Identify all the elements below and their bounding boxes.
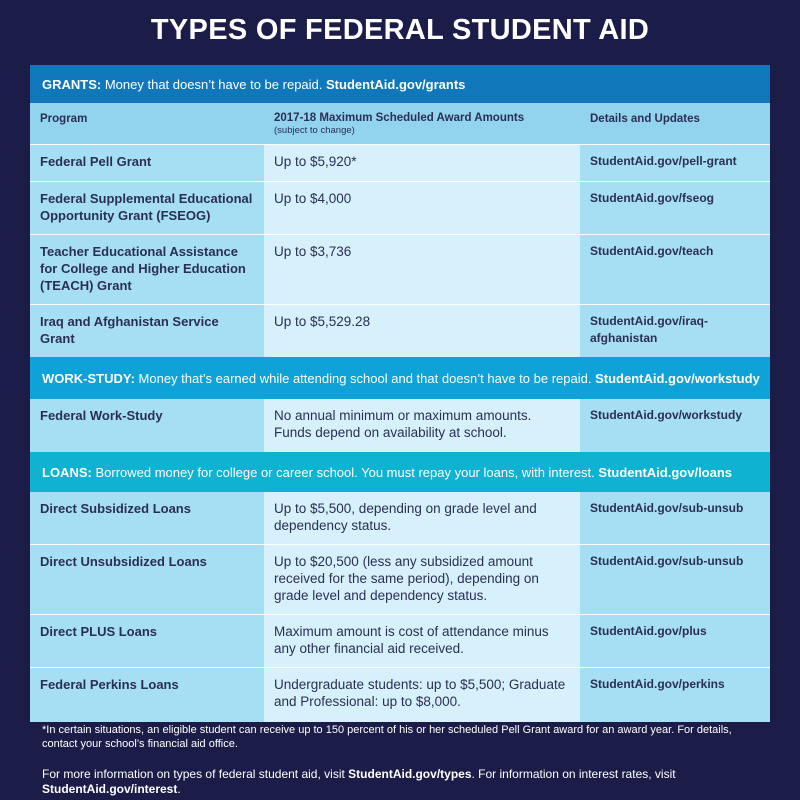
table-row	[30, 305, 770, 357]
workstudy-label: WORK-STUDY:	[42, 370, 135, 386]
table-row	[30, 235, 770, 305]
more-info-text-2: . For information on interest rates, visit	[471, 767, 676, 781]
header-amount-note: (subject to change)	[274, 125, 355, 136]
interest-link[interactable]: StudentAid.gov/interest	[42, 782, 178, 796]
grants-column-headers	[30, 103, 770, 145]
details-link[interactable]: StudentAid.gov/fseog	[580, 182, 770, 234]
program-name: Federal Work-Study	[30, 399, 264, 452]
more-info-text-1: For more information on types of federal student aid, visit	[42, 767, 345, 781]
award-amount: Undergraduate students: up to $5,500; Graduate and Professional: up to $8,000.	[264, 668, 580, 722]
grants-description: Money that doesn’t have to be repaid.	[104, 76, 323, 92]
table-row	[30, 492, 770, 545]
details-link[interactable]: StudentAid.gov/perkins	[580, 668, 770, 722]
table-row	[30, 545, 770, 615]
workstudy-section-header	[30, 357, 770, 399]
workstudy-description: Money that’s earned while attending school and that doesn’t have to be repaid.	[138, 370, 592, 386]
table-row	[30, 182, 770, 235]
award-amount: Up to $20,500 (less any subsidized amount received for the same period), depending on grade level and dependency status.	[264, 545, 580, 614]
grants-section-header	[30, 65, 770, 103]
details-link[interactable]: StudentAid.gov/pell-grant	[580, 145, 770, 181]
program-name: Federal Pell Grant	[30, 145, 264, 181]
award-amount: Up to $5,920*	[264, 145, 580, 181]
program-name: Direct Unsubsidized Loans	[30, 545, 264, 614]
award-amount: Up to $4,000	[264, 182, 580, 234]
details-link[interactable]: StudentAid.gov/sub-unsub	[580, 545, 770, 614]
details-link[interactable]: StudentAid.gov/workstudy	[580, 399, 770, 452]
program-name: Direct Subsidized Loans	[30, 492, 264, 544]
loans-description: Borrowed money for college or career school. You must repay your loans, with interest.	[95, 464, 595, 480]
grants-link[interactable]: StudentAid.gov/grants	[326, 76, 466, 92]
award-amount: Up to $5,529.28	[264, 305, 580, 357]
loans-label: LOANS:	[42, 464, 92, 480]
program-name: Teacher Educational Assistance for College and Higher Education (TEACH) Grant	[30, 235, 264, 304]
table-row	[30, 668, 770, 722]
header-amount	[264, 103, 580, 144]
details-link[interactable]: StudentAid.gov/sub-unsub	[580, 492, 770, 544]
header-amount-title: 2017-18 Maximum Scheduled Award Amounts	[274, 112, 525, 124]
page-title: TYPES OF FEDERAL STUDENT AID	[150, 14, 650, 46]
table-row	[30, 145, 770, 182]
award-amount: Maximum amount is cost of attendance minus any other financial aid received.	[264, 615, 580, 667]
more-info-line	[42, 767, 762, 797]
types-link[interactable]: StudentAid.gov/types	[348, 767, 472, 781]
table-row	[30, 615, 770, 668]
program-name: Iraq and Afghanistan Service Grant	[30, 305, 264, 357]
details-link[interactable]: StudentAid.gov/iraq-afghanistan	[580, 305, 770, 357]
award-amount: Up to $3,736	[264, 235, 580, 304]
program-name: Federal Perkins Loans	[30, 668, 264, 722]
more-info-text-3: .	[177, 782, 181, 796]
workstudy-link[interactable]: StudentAid.gov/workstudy	[595, 370, 760, 386]
award-amount: Up to $5,500, depending on grade level and dependency status.	[264, 492, 580, 544]
details-link[interactable]: StudentAid.gov/teach	[580, 235, 770, 304]
pell-footnote: *In certain situations, an eligible student can receive up to 150 percent of his or her scheduled Pell Grant award for an award year. For details, contact your school’s financial aid office.	[42, 724, 732, 750]
aid-table	[30, 65, 770, 722]
loans-section-header	[30, 452, 770, 492]
program-name: Direct PLUS Loans	[30, 615, 264, 667]
header-program: Program	[30, 103, 264, 144]
details-link[interactable]: StudentAid.gov/plus	[580, 615, 770, 667]
loans-link[interactable]: StudentAid.gov/loans	[598, 464, 733, 480]
program-name: Federal Supplemental Educational Opportunity Grant (FSEOG)	[30, 182, 264, 234]
grants-label: GRANTS:	[42, 76, 102, 92]
table-row	[30, 399, 770, 452]
award-amount: No annual minimum or maximum amounts. Funds depend on availability at school.	[264, 399, 580, 452]
header-details: Details and Updates	[580, 103, 770, 144]
